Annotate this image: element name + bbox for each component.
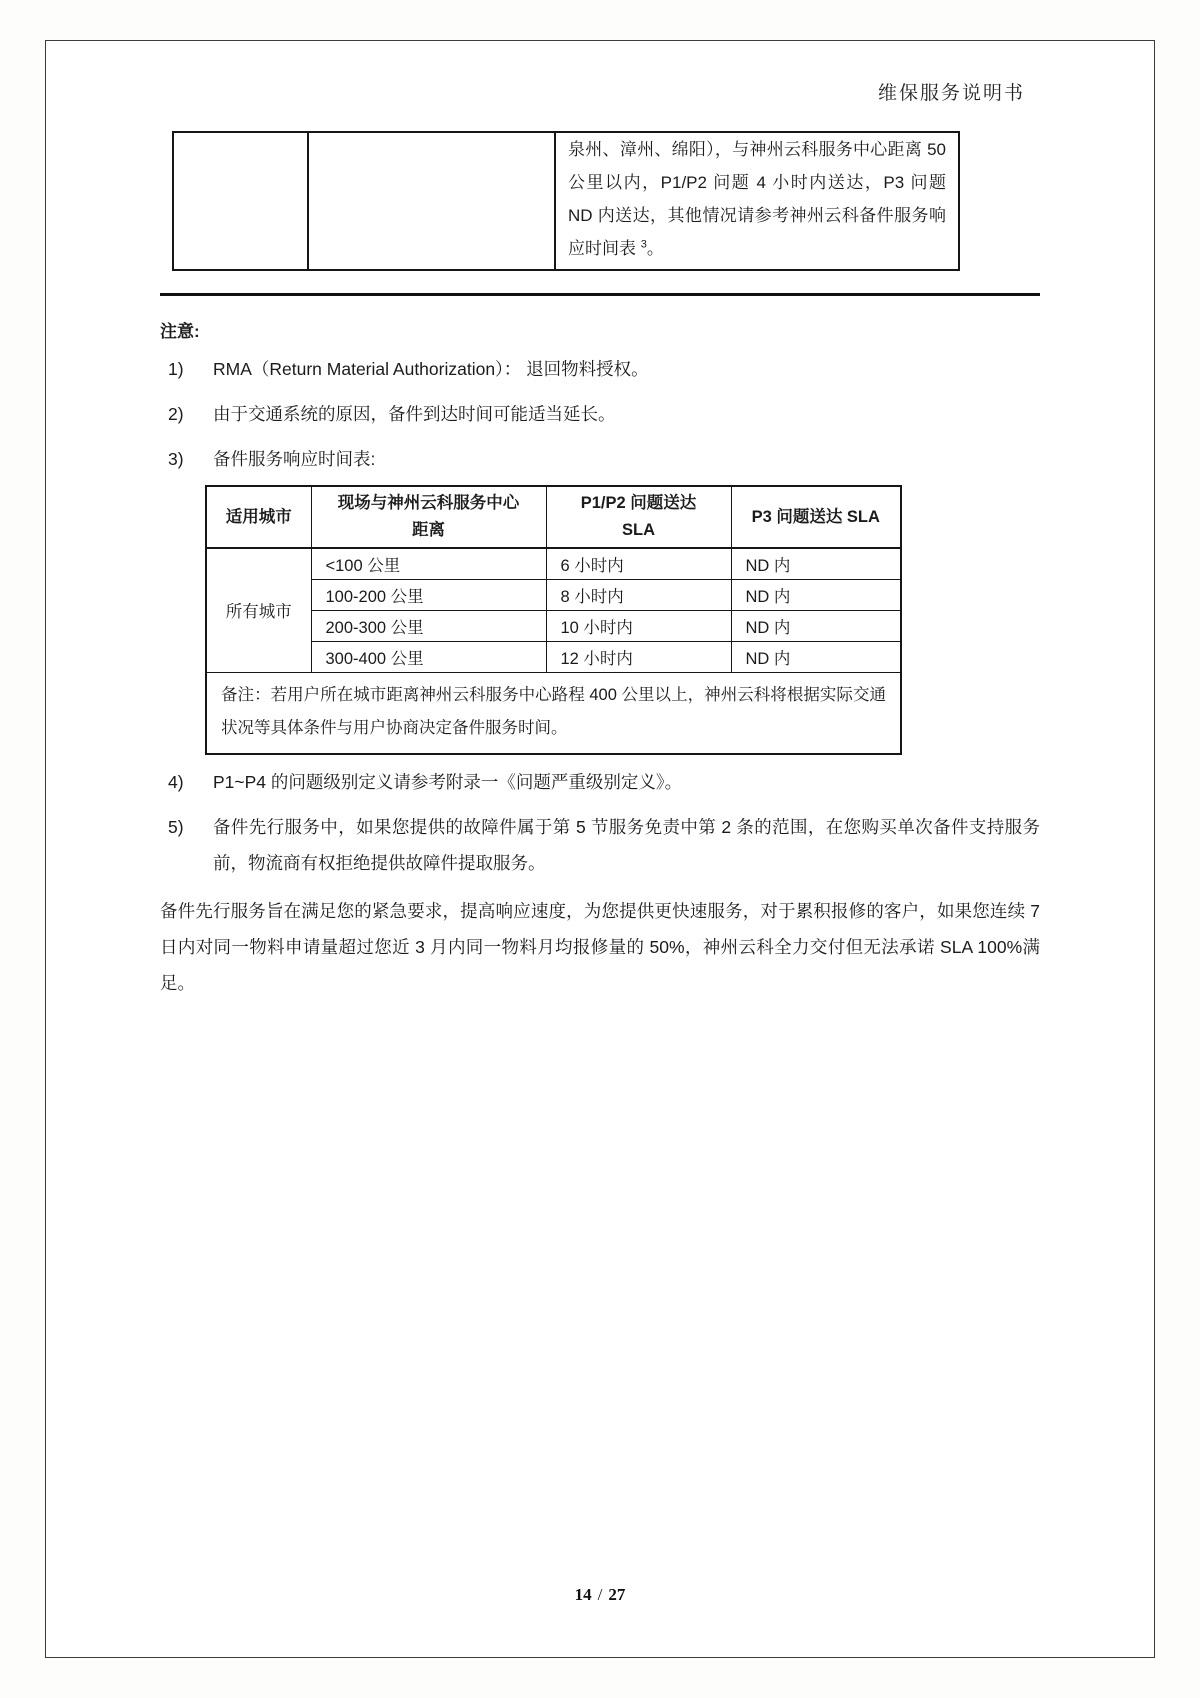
note-number: 1) [168, 359, 184, 379]
page-content [160, 131, 1040, 1001]
note-text: RMA（Return Material Authorization）： 退回物料授权。 [213, 359, 649, 379]
note-text: P1~P4 的问题级别定义请参考附录一《问题严重级别定义》。 [213, 771, 683, 792]
header-applicable-city: 适用城市 [206, 486, 311, 548]
remark-cell: 备注：若用户所在城市距离神州云科服务中心路程 400 公里以上，神州云科将根据实际交通状况等具体条件与用户协商决定备件服务时间。 [206, 672, 901, 754]
continuation-cell-empty-2 [308, 132, 555, 270]
note-item-2 [160, 396, 1040, 432]
footnote-superscript: 3 [640, 238, 647, 251]
continuation-cell-text [555, 132, 959, 270]
table-row [206, 641, 901, 672]
note-number: 4) [168, 771, 184, 792]
page-number: 14 [574, 1585, 592, 1604]
note-item-1 [160, 351, 1040, 387]
table-row [206, 610, 901, 641]
notes-heading: 注意: [160, 322, 200, 341]
distance-cell: <100 公里 [311, 548, 546, 579]
continuation-text: 泉州、漳州、绵阳），与神州云科服务中心距离 50 公里以内，P1/P2 问题 4 小时内送达，P3 问题 ND 内送达，其他情况请参考神州云科备件服务响应时间表 [568, 140, 946, 258]
page-number-separator: / [597, 1585, 603, 1604]
table-remark-row [206, 672, 901, 754]
closing-paragraph: 备件先行服务旨在满足您的紧急要求，提高响应速度，为您提供更快速服务，对于累积报修的客户，如果您连续 7 日内对同一物料申请量超过您近 3 月内同一物料月均报修量的 50%，神州云科全力交付但无法承诺 SLA 100%满足。 [160, 900, 1040, 993]
p1p2-sla-cell: 12 小时内 [546, 641, 731, 672]
note-number: 3) [168, 449, 184, 469]
sla-response-table [205, 485, 902, 755]
note-text: 备件服务响应时间表: [213, 449, 376, 469]
note-number: 2) [168, 404, 184, 424]
note-item-5 [160, 809, 1040, 881]
distance-cell: 300-400 公里 [311, 641, 546, 672]
section-divider-line [160, 293, 1040, 296]
distance-cell: 200-300 公里 [311, 610, 546, 641]
page-footer [0, 1585, 1200, 1605]
header-p1p2-sla: P1/P2 问题送达 SLA [546, 486, 731, 548]
continuation-text-end: 。 [646, 239, 664, 258]
table-row [173, 132, 959, 270]
document-header-title: 维保服务说明书 [877, 83, 1025, 104]
header-distance: 现场与神州云科服务中心距离 [311, 486, 546, 548]
note-text: 由于交通系统的原因，备件到达时间可能适当延长。 [213, 404, 616, 424]
p3-sla-cell: ND 内 [731, 548, 901, 579]
table-row [206, 548, 901, 579]
p3-sla-cell: ND 内 [731, 641, 901, 672]
note-text: 备件先行服务中，如果您提供的故障件属于第 5 节服务免责中第 2 条的范围，在您购买单次备件支持服务前，物流商有权拒绝提供故障件提取服务。 [213, 816, 1040, 873]
p3-sla-cell: ND 内 [731, 579, 901, 610]
total-pages: 27 [608, 1585, 626, 1604]
p3-sla-cell: ND 内 [731, 610, 901, 641]
header-p3-sla: P3 问题送达 SLA [731, 486, 901, 548]
table-header-row [206, 486, 901, 548]
note-number: 5) [168, 816, 184, 837]
note-item-3 [160, 441, 1040, 477]
continuation-cell-empty-1 [173, 132, 308, 270]
note-item-4 [160, 764, 1040, 800]
city-group-cell: 所有城市 [206, 548, 311, 672]
distance-cell: 100-200 公里 [311, 579, 546, 610]
p1p2-sla-cell: 8 小时内 [546, 579, 731, 610]
p1p2-sla-cell: 6 小时内 [546, 548, 731, 579]
p1p2-sla-cell: 10 小时内 [546, 610, 731, 641]
continuation-table [172, 131, 960, 271]
table-row [206, 579, 901, 610]
